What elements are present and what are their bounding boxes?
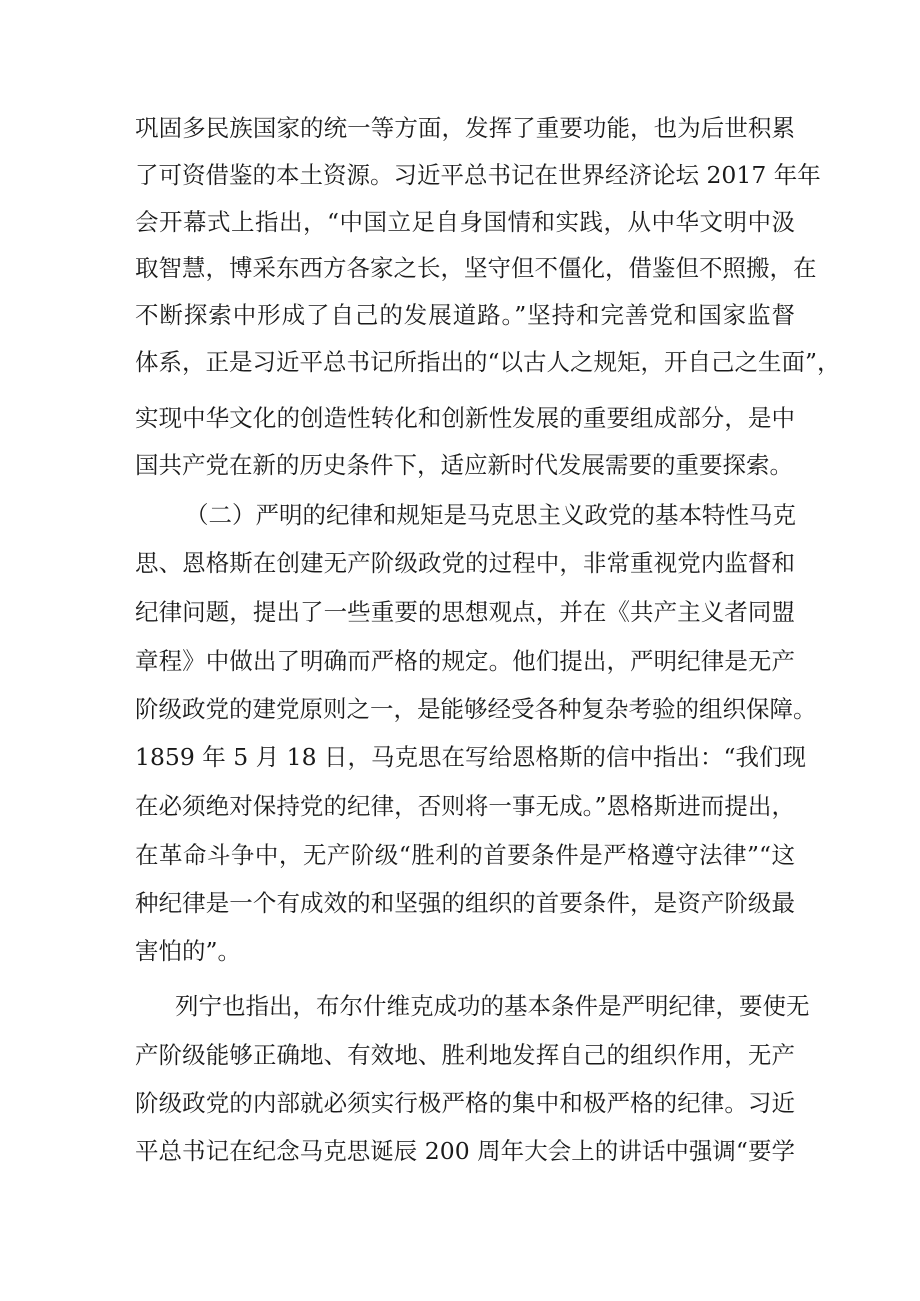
paragraph-1-line-7: 实现中华文化的创造性转化和创新性发展的重要组成部分，是中 <box>135 404 795 432</box>
paragraph-2-line-2: 思、恩格斯在创建无产阶级政党的过程中，非常重视党内监督和 <box>135 549 795 577</box>
paragraph-1-line-2: 了可资借鉴的本土资源。习近平总书记在世界经济论坛 2017 年年 <box>135 161 821 189</box>
paragraph-3-line-3: 阶级政党的内部就必须实行极严格的集中和极严格的纪律。习近 <box>135 1089 795 1117</box>
paragraph-2-line-6: 1859 年 5 月 18 日，马克思在写给恩格斯的信中指出：“我们现 <box>135 743 807 771</box>
paragraph-2-line-9: 种纪律是一个有成效的和坚强的组织的首要条件，是资产阶级最 <box>135 889 795 917</box>
paragraph-2-line-3: 纪律问题，提出了一些重要的思想观点，并在《共产主义者同盟 <box>135 598 795 626</box>
paragraph-2-line-10: 害怕的”。 <box>135 937 242 965</box>
paragraph-2-line-7: 在必须绝对保持党的纪律，否则将一事无成。”恩格斯进而提出， <box>135 792 795 820</box>
paragraph-2-line-5: 阶级政党的建党原则之一，是能够经受各种复杂考验的组织保障。 <box>135 695 817 723</box>
paragraph-2-line-8: 在革命斗争中，无产阶级“胜利的首要条件是严格遵守法律”“这 <box>135 841 795 869</box>
paragraph-3-line-2: 产阶级能够正确地、有效地、胜利地发挥自己的组织作用，无产 <box>135 1041 795 1069</box>
paragraph-1-line-3: 会开幕式上指出，“中国立足自身国情和实践，从中华文明中汲 <box>135 208 795 236</box>
paragraph-1-line-1: 巩固多民族国家的统一等方面，发挥了重要功能，也为后世积累 <box>135 114 795 142</box>
paragraph-3-line-4: 平总书记在纪念马克思诞辰 200 周年大会上的讲话中强调“要学 <box>135 1137 795 1165</box>
paragraph-2-line-4: 章程》中做出了明确而严格的规定。他们提出，严明纪律是无产 <box>135 647 795 675</box>
paragraph-1-line-5: 不断探索中形成了自己的发展道路。”坚持和完善党和国家监督 <box>135 301 795 329</box>
paragraph-1-line-8: 国共产党在新的历史条件下，适应新时代发展需要的重要探索。 <box>135 451 793 479</box>
paragraph-1-line-4: 取智慧，博采东西方各家之长，坚守但不僵化，借鉴但不照搬，在 <box>135 254 817 282</box>
paragraph-3-line-1: 列宁也指出，布尔什维克成功的基本条件是严明纪律，要使无 <box>175 992 810 1020</box>
paragraph-2-line-1: （二）严明的纪律和规矩是马克思主义政党的基本特性马克 <box>185 501 796 529</box>
paragraph-1-line-6: 体系，正是习近平总书记所指出的“以古人之规矩，开自己之生面”， <box>135 348 841 376</box>
